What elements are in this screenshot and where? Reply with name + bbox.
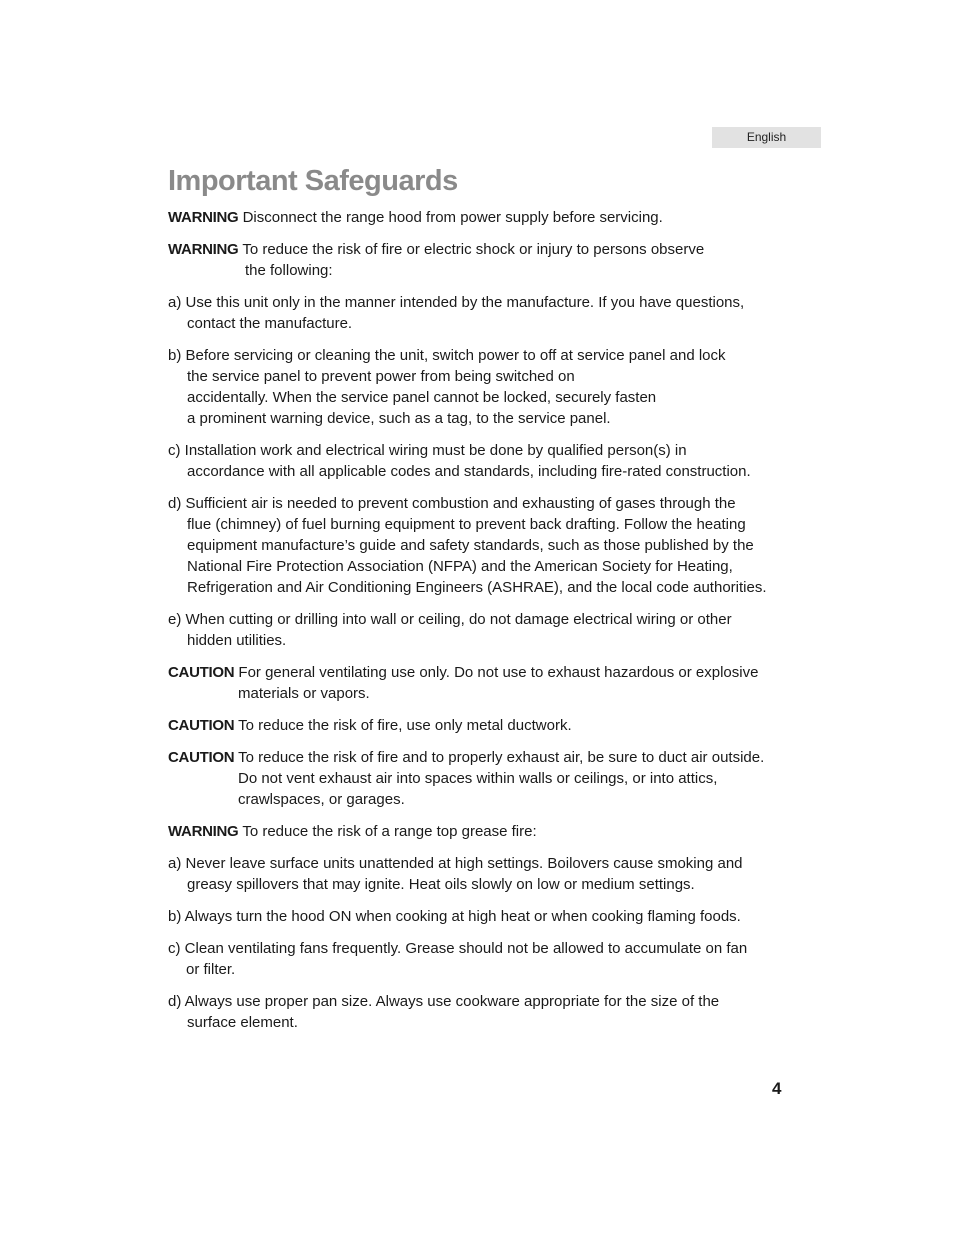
list-item: c) Installation work and electrical wiring must be done by qualified person(s) in accordance with all applicable codes and standards, including fire-rated construction.: [168, 442, 751, 480]
list-item: a) Never leave surface units unattended at high settings. Boilovers cause smoking and greasy spillovers that may ignite. Heat oils slowly on low or medium settings.: [168, 855, 743, 893]
list-item: a) Use this unit only in the manner intended by the manufacture. If you have questions, contact the manufacture.: [168, 294, 745, 332]
warning-notice: WARNING Disconnect the range hood from power supply before servicing.: [168, 209, 663, 226]
caution-notice: CAUTION To reduce the risk of fire, use only metal ductwork.: [168, 717, 572, 734]
language-tab: English: [712, 127, 821, 148]
warning-keyword: WARNING: [168, 241, 239, 258]
list-item: e) When cutting or drilling into wall or ceiling, do not damage electrical wiring or other hidden utilities.: [168, 611, 732, 649]
safeguards-content: [168, 207, 808, 1044]
caution-keyword: CAUTION: [168, 664, 235, 681]
warning-notice: WARNING To reduce the risk of fire or electric shock or injury to persons observe the following:: [168, 241, 705, 279]
warning-keyword: WARNING: [168, 823, 239, 840]
warning-keyword: WARNING: [168, 209, 239, 226]
page-title: Important Safeguards: [168, 165, 458, 197]
list-item: d) Always use proper pan size. Always use cookware appropriate for the size of the surface element.: [168, 993, 720, 1031]
page-number: 4: [772, 1079, 782, 1098]
list-item: c) Clean ventilating fans frequently. Grease should not be allowed to accumulate on fan or filter.: [168, 940, 748, 978]
list-item: b) Always turn the hood ON when cooking at high heat or when cooking flaming foods.: [168, 908, 741, 925]
caution-keyword: CAUTION: [168, 749, 235, 766]
list-item: b) Before servicing or cleaning the unit, switch power to off at service panel and lock the service panel to prevent power from being switched on accidentally. When the service panel cannot be locked, securely fasten a prominent warning device, such as a tag, to the service panel.: [168, 347, 726, 427]
warning-notice: WARNING To reduce the risk of a range top grease fire:: [168, 823, 537, 840]
list-item: d) Sufficient air is needed to prevent combustion and exhausting of gases through the flue (chimney) of fuel burning equipment to prevent back drafting. Follow the heating equipment manufacture’s guide and safety standards, such as those published by the National Fire Protection Association (NFPA) and the American Society for Heating, Refrigeration and Air Conditioning Engineers (ASHRAE), and the local code authorities.: [168, 495, 767, 596]
caution-keyword: CAUTION: [168, 717, 235, 734]
caution-notice: CAUTION For general ventilating use only. Do not use to exhaust hazardous or explosive materials or vapors.: [168, 664, 759, 702]
caution-notice: CAUTION To reduce the risk of fire and to properly exhaust air, be sure to duct air outside. Do not vent exhaust air into spaces within walls or ceilings, or into attics, crawlspaces, or garages.: [168, 749, 765, 808]
